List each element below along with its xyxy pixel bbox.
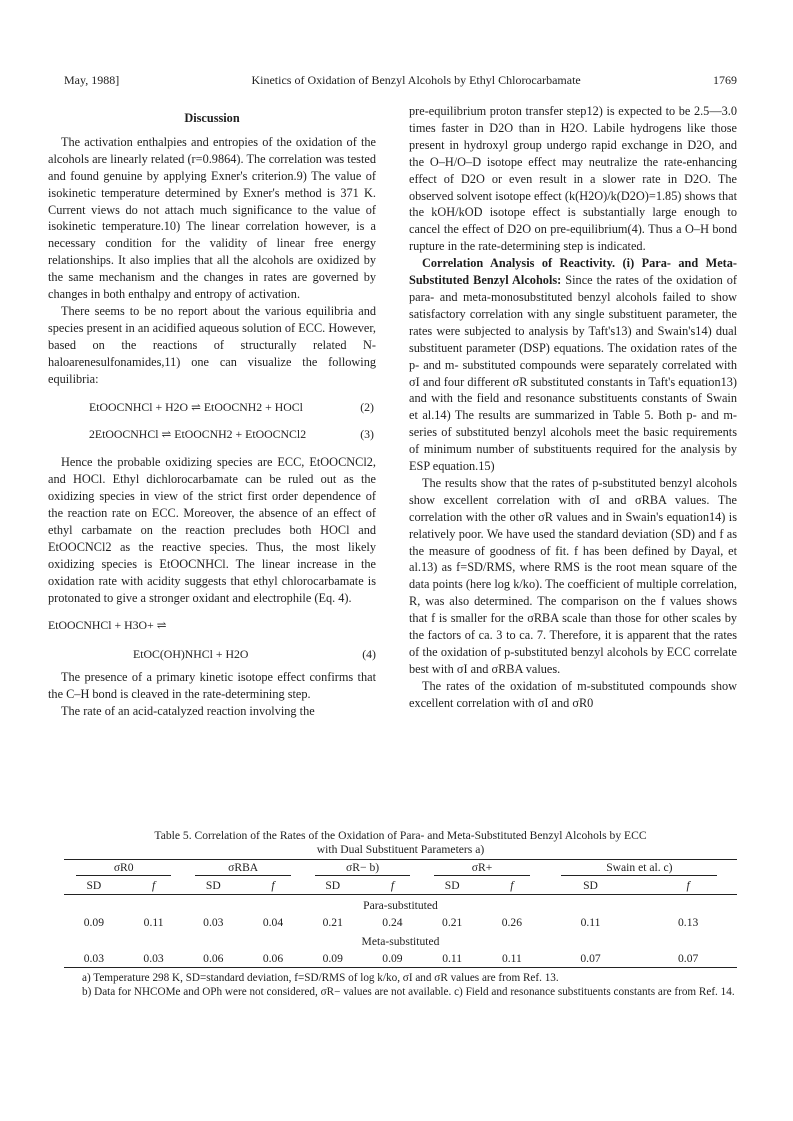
column-header: SD — [325, 879, 341, 892]
table-cell: 0.03 — [203, 915, 224, 929]
paragraph: The presence of a primary kinetic isotope effect confirms that the C–H bond is cleaved in the rate-determining step. — [48, 670, 376, 702]
equation-body: EtOOCNHCl + H2O ⇌ EtOOCNH2 + HOCl — [89, 399, 303, 414]
paragraph: The results show that the rates of p-substituted benzyl alcohols show excellent correlation with σI and σRBA values. The correlation with the other σR values and in Swain's equation14) is relatively poor. We have used the standard deviation (SD) and f as the measure of goodness of fit. f has been defined by Dayal, et al.13) as f=SD/RMS, where RMS is the root mean square of the data points (here log k/ko). The coefficient of multiple correlation, R, was also determined. The comparison on the f values shows that f is smaller for the σRBA scale than those for other scales by the factors of ca. 3 to ca. 7. Therefore, it is apparent that the rates of the oxidation of p-substituted benzyl alcohols by ECC correlate best with σI and σRBA values. — [409, 475, 737, 676]
table-cell: 0.09 — [382, 951, 403, 965]
header-date: May, 1988] — [64, 73, 120, 87]
table-cell: 0.06 — [262, 951, 284, 965]
running-header — [64, 73, 737, 88]
table-5 — [64, 829, 737, 1000]
table-cell: 0.03 — [143, 951, 164, 965]
table-cell: 0.11 — [580, 915, 601, 929]
table-caption: Table 5. Correlation of the Rates of the Oxidation of Para- and Meta-Substituted Benzyl Alcohols by ECC with Dual Substituent Parameters a) — [154, 829, 647, 856]
table-cell: 0.07 — [580, 951, 601, 965]
table-cell: 0.09 — [83, 915, 104, 929]
table-section-row — [64, 931, 737, 949]
table-cell: 0.11 — [501, 951, 522, 965]
equation-number: (4) — [362, 647, 376, 662]
equation-body: EtOC(OH)NHCl + H2O — [133, 647, 249, 662]
equation-3 — [48, 426, 376, 443]
equation-4-line-2 — [48, 646, 376, 663]
equation-4-line-1: EtOOCNHCl + H3O+ ⇌ — [48, 618, 167, 633]
equation-number: (2) — [360, 399, 374, 414]
paragraph: The activation enthalpies and entropies of the oxidation of the alcohols are linearly related (r=0.9864). The correlation was tested and found genuine by applying Exner's criterion.9) The value of isokinetic temperature determined by Exner's method is 371 K. Current views do not attach much significance to the value of isokinetic temperature.10) The linear correlation however, is a necessary condition for the validity of linear free energy relationships. It also implies that all the alcohols are oxidized by the same mechanism and the changes in rates are governed by changes in both enthalpy and entropy of activation. — [48, 134, 376, 302]
header-title: Kinetics of Oxidation of Benzyl Alcohols by Ethyl Chlorocarbamate — [251, 73, 581, 87]
group-header: σRBA — [195, 861, 291, 876]
paragraph — [409, 255, 737, 475]
table-cell: 0.11 — [442, 951, 463, 965]
column-header: f — [686, 879, 690, 892]
table-cell: 0.21 — [322, 915, 343, 929]
column-header: SD — [583, 879, 598, 892]
table-cell: 0.07 — [678, 951, 699, 965]
column-header: SD — [444, 879, 460, 892]
equation-body: 2EtOOCNHCl ⇌ EtOOCNH2 + EtOOCNCl2 — [89, 427, 307, 442]
footnote-a: a) Temperature 298 K, SD=standard deviation, f=SD/RMS of log k/ko, σI and σR values are from Ref. 13. — [82, 972, 559, 984]
column-header: SD — [86, 879, 102, 892]
footnote-b: b) Data for NHCOMe and OPh were not considered, σR− values are not available. c) Field and resonance substituents constants are from Ref. 14. — [82, 985, 735, 998]
paragraph: There seems to be no report about the various equilibria and species present in an acidified aqueous solution of ECC. However, based on the reactions of structurally related N-haloarenesulfonamides,11) one can visualize the following equilibria: — [48, 303, 376, 386]
subsection-heading: Correlation Analysis of Reactivity. (i) Para- and Meta-Substituted Benzyl Alcohols: — [409, 256, 737, 288]
paragraph: The rate of an acid-catalyzed reaction involving the — [61, 704, 315, 719]
column-header: f — [390, 879, 395, 892]
group-header: σR− b) — [315, 861, 411, 876]
group-header: Swain et al. c) — [561, 861, 717, 876]
paragraph: The rates of the oxidation of m-substituted compounds show excellent correlation with σI and σR0 — [409, 678, 737, 710]
table-sub-header-row — [64, 877, 737, 895]
table-section-row — [64, 895, 737, 914]
equation-number: (3) — [360, 427, 374, 442]
table-row — [64, 949, 737, 968]
paragraph: Hence the probable oxidizing species are ECC, EtOOCNCl2, and HOCl. Ethyl dichlorocarbamate can be ruled out as the oxidizing species in view of the strict first order dependence of the reaction rate on ECC. Moreover, the absence of an effect of ethyl carbamate on the reaction precludes both HOCl and EtOOCNCl2 as the reactive species. Thus, the most likely oxidizing species is EtOOCNHCl. The linear increase in the oxidation rate with acidity suggests that ethyl chlorocarbamate is protonated to give a stronger oxidant and electrophile (Eq. 4). — [48, 455, 376, 605]
table-cell: 0.24 — [382, 915, 403, 929]
page-number: 1769 — [712, 73, 737, 87]
section-label: Meta-substituted — [361, 935, 440, 948]
table-cell: 0.26 — [501, 915, 523, 929]
table-group-header-row — [64, 860, 737, 878]
table-cell: 0.11 — [143, 915, 164, 929]
section-heading: Discussion — [184, 111, 240, 125]
group-header: σR0 — [76, 861, 172, 876]
table-cell: 0.13 — [678, 915, 699, 929]
results-table — [64, 859, 737, 968]
equation-2 — [48, 399, 376, 416]
table-row — [64, 913, 737, 931]
column-header: f — [151, 879, 156, 892]
table-footnotes — [64, 972, 737, 1000]
paragraph: pre-equilibrium proton transfer step12) is expected to be 2.5—3.0 times faster in D2O than in H2O. Labile hydrogens like those present in hydroxyl group undergo rapid exchange in D2O, and the O–H/O–D isotope effect may neutralize the rate-enhancing effect of D2O or even result in a slower rate in D2O. The observed solvent isotope effect (k(H2O)/k(D2O)=1.85) shows that the kOH/kOD isotope effect is substantially large enough to cancel the effect of D2O on pre-equilibrium(4). Thus a O–H bond rupture in the rate-determining step is indicated. — [409, 104, 737, 254]
table-cell: 0.03 — [83, 951, 104, 965]
group-header: σR+ — [434, 861, 530, 876]
column-header: f — [271, 879, 275, 892]
table-cell: 0.09 — [322, 951, 343, 965]
column-header: SD — [205, 879, 221, 892]
section-label: Para-substituted — [363, 899, 438, 912]
table-cell: 0.04 — [262, 915, 284, 929]
left-column — [48, 103, 376, 720]
paragraph-text: Since the rates of the oxidation of para- and meta-monosubstituted benzyl alcohols failed to show satisfactory correlation with any single substituent parameter, the rates were subjected to analysis by Taft's13) and Swain's14) dual substituent parameter (DSP) equations. The oxidation rates of the p- and m- substituted compounds were separately correlated with σI and four different σR substituted constants in Taft's equation13) and with the field and resonance substituents constants of Swain et al.14) The results are summarized in Table 5. Both p- and m-series of substituted benzyl alcohols meet the basic requirements of minimum number of substituents required for the analysis by ESP equation.15) — [409, 273, 738, 474]
table-cell: 0.21 — [442, 915, 463, 929]
column-header: f — [510, 879, 514, 892]
right-column — [409, 103, 737, 712]
table-cell: 0.06 — [203, 951, 224, 965]
